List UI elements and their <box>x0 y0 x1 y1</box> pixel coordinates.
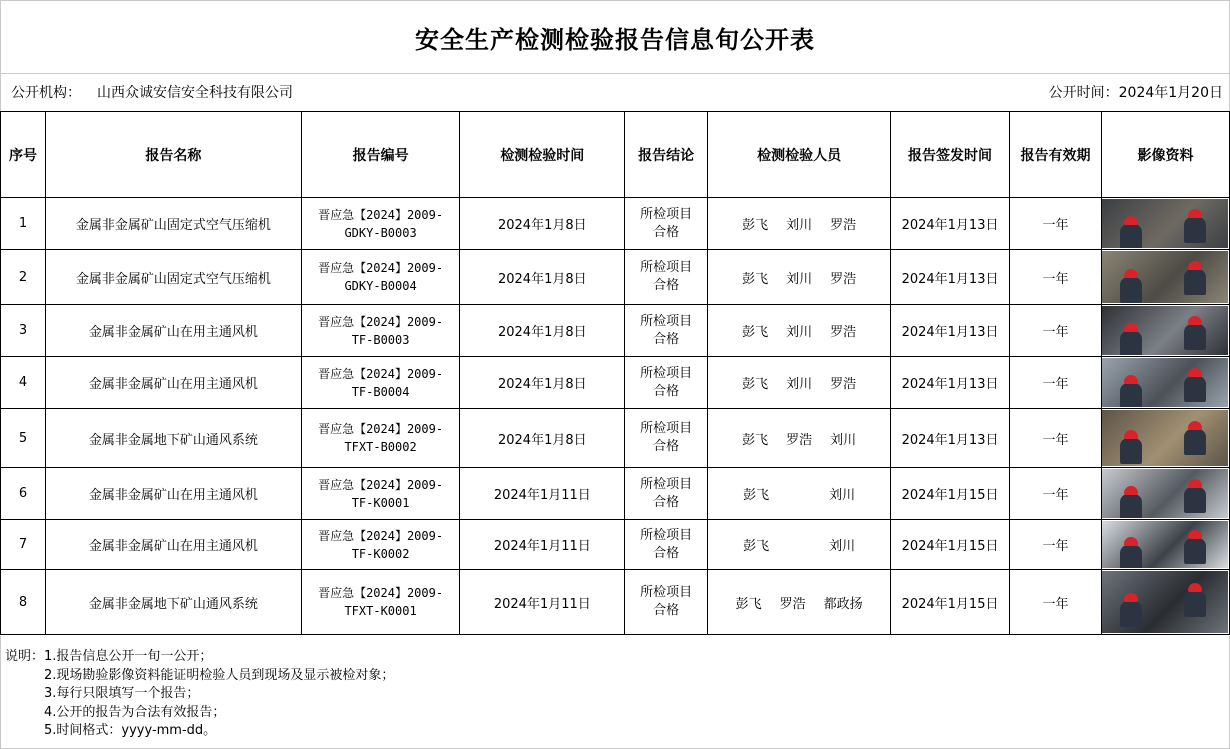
issue-date: 2024年1月15日 <box>891 468 1010 520</box>
inspectors <box>708 520 891 570</box>
report-name: 金属非金属地下矿山通风系统 <box>45 409 301 468</box>
inspectors <box>708 305 891 357</box>
report-code-line2: TF-B0003 <box>351 332 410 347</box>
inspector-name: 刘川 <box>786 218 813 233</box>
report-code-line2: GDKY-B0004 <box>344 279 417 293</box>
note-line: 3.每行只限填写一个报告； <box>44 686 200 701</box>
report-code-line2: GDKY-B0003 <box>344 225 417 240</box>
report-code-line2: TFXT-K0001 <box>344 604 417 618</box>
row-no: 8 <box>1 570 46 635</box>
site-photo <box>1102 410 1228 466</box>
report-code <box>301 520 460 570</box>
photo-cell <box>1101 468 1229 520</box>
org-name: 山西众诚安信安全科技有限公司 <box>97 85 293 101</box>
site-photo <box>1102 251 1228 303</box>
conclusion <box>625 520 708 570</box>
conclusion-line2: 合格 <box>653 331 680 347</box>
report-code <box>301 468 460 520</box>
row-no: 7 <box>1 520 46 570</box>
header-no: 序号 <box>1 112 46 198</box>
conclusion-line2: 合格 <box>653 494 680 510</box>
header-issue-date: 报告签发时间 <box>891 112 1010 198</box>
inspector-name: 彭飞 <box>742 325 769 340</box>
table-row <box>1 570 1230 635</box>
table-row <box>1 198 1230 250</box>
inspector-name: 罗浩 <box>830 271 857 287</box>
conclusion <box>625 409 708 468</box>
inspector-name: 罗浩 <box>830 377 857 392</box>
validity: 一年 <box>1010 250 1102 305</box>
validity: 一年 <box>1010 570 1102 635</box>
row-no: 5 <box>1 409 46 468</box>
report-table <box>0 111 1230 635</box>
report-code-line1: 晋应急【2024】2009- <box>318 477 444 492</box>
photo-cell <box>1101 250 1229 305</box>
test-date: 2024年1月8日 <box>460 250 625 305</box>
conclusion-line1: 所检项目 <box>640 313 693 329</box>
inspector-name: 彭飞 <box>743 488 770 503</box>
test-date: 2024年1月8日 <box>460 305 625 357</box>
header-photo: 影像资料 <box>1101 112 1229 198</box>
inspectors <box>708 357 891 409</box>
conclusion <box>625 305 708 357</box>
inspectors <box>708 250 891 305</box>
note-line: 说明：1.报告信息公开一旬一公开； <box>5 649 213 664</box>
report-name: 金属非金属矿山在用主通风机 <box>45 520 301 570</box>
report-code-line1: 晋应急【2024】2009- <box>318 528 444 543</box>
org-label: 公开机构： <box>11 85 81 101</box>
report-name: 金属非金属矿山在用主通风机 <box>45 357 301 409</box>
photo-cell <box>1101 357 1229 409</box>
conclusion <box>625 198 708 250</box>
report-code <box>301 409 460 468</box>
issue-date: 2024年1月13日 <box>891 250 1010 305</box>
conclusion-line2: 合格 <box>653 603 680 618</box>
photo-cell <box>1101 570 1229 635</box>
report-name: 金属非金属矿山固定式空气压缩机 <box>45 198 301 250</box>
table-row <box>1 250 1230 305</box>
conclusion <box>625 570 708 635</box>
note-line: 5.时间格式：yyyy-mm-dd。 <box>44 723 217 738</box>
conclusion-line2: 合格 <box>653 545 680 561</box>
header-validity: 报告有效期 <box>1010 112 1102 198</box>
photo-cell <box>1101 520 1229 570</box>
conclusion <box>625 468 708 520</box>
report-code <box>301 357 460 409</box>
report-name: 金属非金属矿山在用主通风机 <box>45 305 301 357</box>
org-info-row <box>0 73 1230 112</box>
issue-date: 2024年1月15日 <box>891 570 1010 635</box>
table-header-row <box>1 112 1230 198</box>
report-code-line1: 晋应急【2024】2009- <box>318 207 444 222</box>
conclusion-line1: 所检项目 <box>640 260 693 275</box>
inspector-name: 彭飞 <box>742 218 769 233</box>
conclusion-line1: 所检项目 <box>640 206 693 222</box>
test-date: 2024年1月8日 <box>460 409 625 468</box>
inspector-name: 刘川 <box>829 539 856 554</box>
report-code-line2: TFXT-B0002 <box>344 440 417 454</box>
inspector-name: 罗浩 <box>830 325 857 340</box>
test-date: 2024年1月11日 <box>460 468 625 520</box>
inspector-name: 彭飞 <box>743 539 770 554</box>
issue-date: 2024年1月13日 <box>891 198 1010 250</box>
note-line: 2.现场勘验影像资料能证明检验人员到现场及显示被检对象； <box>44 667 395 683</box>
table-row <box>1 409 1230 468</box>
site-photo <box>1102 199 1228 248</box>
test-date: 2024年1月11日 <box>460 570 625 635</box>
validity: 一年 <box>1010 305 1102 357</box>
inspector-name: 刘川 <box>829 488 856 503</box>
inspector-name: 彭飞 <box>742 271 769 287</box>
issue-date: 2024年1月13日 <box>891 357 1010 409</box>
issue-date: 2024年1月15日 <box>891 520 1010 570</box>
inspectors <box>708 409 891 468</box>
inspector-name: 都政扬 <box>823 596 863 612</box>
site-photo <box>1102 571 1228 633</box>
conclusion <box>625 357 708 409</box>
page-title: 安全生产检测检验报告信息旬公开表 <box>0 0 1230 73</box>
report-code-line1: 晋应急【2024】2009- <box>318 366 444 381</box>
validity: 一年 <box>1010 357 1102 409</box>
conclusion-line2: 合格 <box>653 278 680 293</box>
header-test-date: 检测检验时间 <box>460 112 625 198</box>
conclusion-line2: 合格 <box>653 439 680 454</box>
report-name: 金属非金属矿山在用主通风机 <box>45 468 301 520</box>
inspector-name: 罗浩 <box>830 218 857 233</box>
report-code <box>301 570 460 635</box>
validity: 一年 <box>1010 409 1102 468</box>
issue-date: 2024年1月13日 <box>891 305 1010 357</box>
note-line: 4.公开的报告为合法有效报告； <box>44 704 226 720</box>
inspectors <box>708 570 891 635</box>
inspector-name: 罗浩 <box>786 432 813 448</box>
table-row <box>1 357 1230 409</box>
table-row <box>1 305 1230 357</box>
conclusion-line1: 所检项目 <box>640 585 693 600</box>
row-no: 1 <box>1 198 46 250</box>
notes <box>0 636 1230 749</box>
header-code: 报告编号 <box>301 112 460 198</box>
photo-cell <box>1101 305 1229 357</box>
inspector-name: 刘川 <box>786 325 813 340</box>
inspector-name: 罗浩 <box>779 596 806 612</box>
conclusion-line1: 所检项目 <box>640 476 693 492</box>
table-body <box>1 198 1230 635</box>
site-photo <box>1102 306 1228 355</box>
photo-cell <box>1101 198 1229 250</box>
conclusion <box>625 250 708 305</box>
inspector-name: 刘川 <box>786 377 813 392</box>
inspector-name: 彭飞 <box>742 432 769 448</box>
inspectors <box>708 198 891 250</box>
report-code <box>301 250 460 305</box>
inspector-name: 刘川 <box>830 432 857 448</box>
header-persons: 检测检验人员 <box>708 112 891 198</box>
conclusion-line1: 所检项目 <box>640 527 693 543</box>
report-code-line1: 晋应急【2024】2009- <box>318 586 444 600</box>
row-no: 2 <box>1 250 46 305</box>
site-photo <box>1102 469 1228 518</box>
report-name: 金属非金属矿山固定式空气压缩机 <box>45 250 301 305</box>
validity: 一年 <box>1010 468 1102 520</box>
photo-cell <box>1101 409 1229 468</box>
conclusion-line2: 合格 <box>653 224 680 240</box>
conclusion-line2: 合格 <box>653 383 680 399</box>
report-code <box>301 198 460 250</box>
validity: 一年 <box>1010 520 1102 570</box>
report-name: 金属非金属地下矿山通风系统 <box>45 570 301 635</box>
site-photo <box>1102 521 1228 568</box>
row-no: 4 <box>1 357 46 409</box>
conclusion-line1: 所检项目 <box>640 421 693 436</box>
report-code-line2: TF-B0004 <box>351 384 410 399</box>
table-row <box>1 468 1230 520</box>
issue-date: 2024年1月13日 <box>891 409 1010 468</box>
row-no: 6 <box>1 468 46 520</box>
report-code-line2: TF-K0002 <box>351 546 410 561</box>
inspectors <box>708 468 891 520</box>
row-no: 3 <box>1 305 46 357</box>
report-code-line2: TF-K0001 <box>351 495 410 510</box>
publish-time: 公开时间：2024年1月20日 <box>1048 85 1223 101</box>
site-photo <box>1102 358 1228 407</box>
report-code-line1: 晋应急【2024】2009- <box>318 261 444 275</box>
conclusion-line1: 所检项目 <box>640 365 693 381</box>
inspector-name: 彭飞 <box>742 377 769 392</box>
test-date: 2024年1月8日 <box>460 198 625 250</box>
org-info <box>11 74 293 112</box>
inspector-name: 彭飞 <box>735 596 762 612</box>
validity: 一年 <box>1010 198 1102 250</box>
test-date: 2024年1月8日 <box>460 357 625 409</box>
report-code <box>301 305 460 357</box>
report-code-line1: 晋应急【2024】2009- <box>318 422 444 436</box>
header-name: 报告名称 <box>45 112 301 198</box>
report-code-line1: 晋应急【2024】2009- <box>318 314 444 329</box>
test-date: 2024年1月11日 <box>460 520 625 570</box>
table-row <box>1 520 1230 570</box>
header-conclusion: 报告结论 <box>625 112 708 198</box>
inspector-name: 刘川 <box>786 271 813 287</box>
